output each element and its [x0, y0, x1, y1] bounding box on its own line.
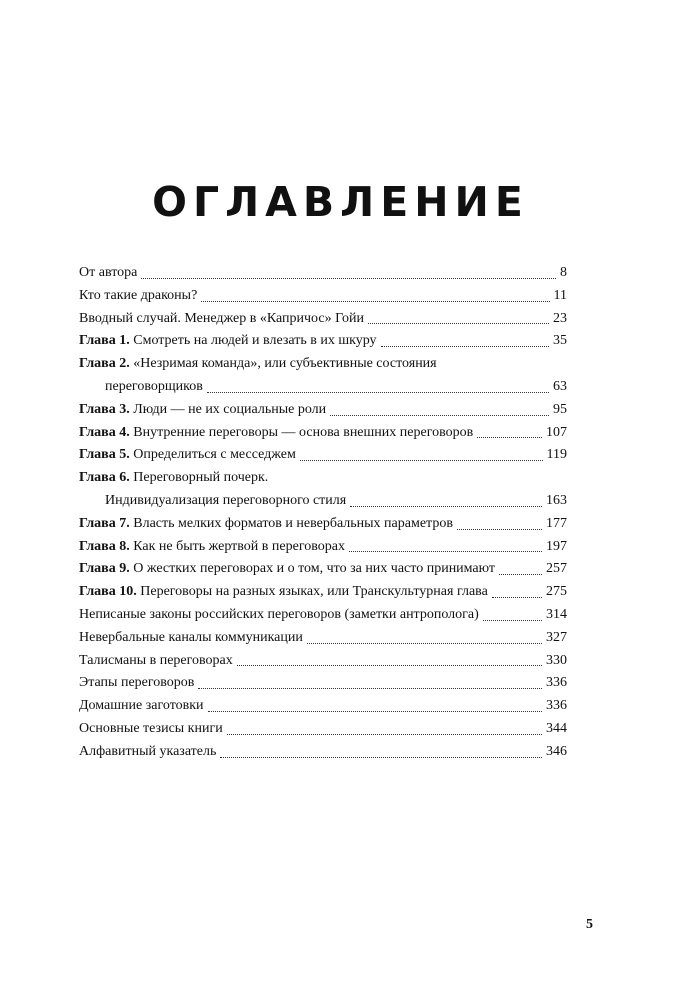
toc-entry-title: Этапы переговоров [79, 675, 195, 691]
toc-entry[interactable] [79, 513, 567, 536]
toc-entry[interactable] [79, 650, 567, 673]
toc-leader-dots [208, 710, 542, 712]
toc-entry-text [79, 308, 364, 331]
toc-entry-label: Глава 7. [79, 515, 130, 531]
toc-entry-label: Глава 9. [79, 561, 130, 577]
toc-entry-page: 8 [560, 265, 567, 280]
toc-entry-line [79, 308, 567, 331]
toc-entry-title: Неписаные законы российских переговоров (заметки антрополога) [79, 606, 479, 622]
toc-entry-label: Глава 4. [79, 424, 130, 440]
toc-leader-dots [499, 573, 542, 575]
toc-entry-text [79, 444, 296, 467]
toc-leader-dots [207, 391, 549, 393]
toc-entry-title: Переговоры на разных языках, или Транскультурная глава [140, 584, 488, 600]
toc-entry-page: 344 [546, 720, 567, 736]
toc-entry-text [79, 581, 488, 604]
toc-entry[interactable] [79, 262, 567, 285]
toc-entry-page: 119 [546, 447, 567, 463]
toc-entry-page: 257 [546, 561, 567, 577]
toc-entry-line [79, 718, 567, 741]
page-title: ОГЛАВЛЕНИЕ [152, 178, 529, 226]
toc-entry[interactable] [79, 330, 567, 353]
toc-entry-line [79, 604, 567, 627]
toc-leader-dots [300, 459, 543, 461]
toc-entry-text [79, 604, 479, 627]
toc-entry-text [79, 695, 204, 718]
toc-entry-page: 330 [546, 652, 567, 668]
toc-entry[interactable] [79, 741, 567, 764]
toc-entry-label: Глава 5. [79, 447, 130, 463]
toc-entry-title: Внутренние переговоры — основа внешних переговоров [133, 424, 474, 440]
toc-entry-title: Определиться с месседжем [133, 447, 296, 463]
toc-entry-title: Люди — не их социальные роли [133, 401, 327, 417]
toc-entry-text [79, 718, 223, 741]
toc-entry-title-continued: переговорщиков [105, 378, 203, 394]
toc-entry-line [79, 558, 567, 581]
toc-entry-line [79, 672, 567, 695]
toc-entry-page: 95 [553, 401, 567, 417]
toc-entry-title: Вводный случай. Менеджер в «Капричос» Гойи [79, 310, 364, 326]
toc-leader-dots [381, 345, 549, 347]
toc-entry[interactable] [79, 672, 567, 695]
toc-entry-line [79, 490, 567, 513]
toc-leader-dots [368, 322, 549, 324]
toc-entry-page: 314 [546, 606, 567, 622]
toc-entry-first-line [79, 353, 567, 376]
toc-entry-title: О жестких переговорах и о том, что за них часто принимают [133, 561, 496, 577]
page-number: 5 [586, 917, 593, 932]
toc-entry-text [79, 672, 194, 695]
toc-entry-text [79, 330, 377, 353]
toc-entry[interactable] [79, 627, 567, 650]
toc-entry-line [79, 376, 567, 399]
toc-leader-dots [350, 505, 542, 507]
toc-entry-page: 23 [553, 310, 567, 326]
toc-entry[interactable] [79, 604, 567, 627]
toc-entry[interactable] [79, 536, 567, 559]
toc-entry-page: 197 [546, 538, 567, 554]
toc-entry-label: Глава 6. [79, 470, 130, 486]
toc-entry-title: Смотреть на людей и влезать в их шкуру [133, 333, 377, 349]
toc-entry-title: Кто такие драконы? [79, 287, 198, 303]
toc-entry-page: 163 [546, 492, 567, 508]
toc-entry[interactable] [79, 399, 567, 422]
toc-entry-text [79, 627, 303, 650]
toc-leader-dots [201, 300, 549, 302]
toc-entry-line [79, 581, 567, 604]
toc-entry-label: Глава 10. [79, 584, 137, 600]
toc-entry-text [79, 741, 216, 764]
toc-entry-title: Как не быть жертвой в переговорах [133, 538, 345, 554]
toc-entry-line [79, 262, 567, 285]
toc-entry-text [79, 285, 197, 308]
toc-entry[interactable] [79, 581, 567, 604]
toc-entry-line [79, 444, 567, 467]
toc-entry-page: 11 [553, 287, 567, 303]
toc-entry-title: Домашние заготовки [79, 698, 204, 714]
toc-leader-dots [483, 619, 542, 621]
toc-entry-title: Власть мелких форматов и невербальных параметров [133, 515, 453, 531]
toc-entry-title: Алфавитный указатель [79, 743, 217, 759]
toc-entry[interactable] [79, 695, 567, 718]
toc-entry-line [79, 695, 567, 718]
toc-entry-text [79, 262, 137, 285]
toc-entry[interactable] [79, 444, 567, 467]
toc-entry-line [79, 536, 567, 559]
toc-leader-dots [237, 664, 542, 666]
toc-entry-page: 275 [546, 584, 567, 600]
toc-leader-dots [330, 414, 549, 416]
toc-entry-text [79, 513, 453, 536]
toc-entry-label: Глава 3. [79, 401, 130, 417]
toc-entry-line [79, 627, 567, 650]
toc-entry-title: «Незримая команда», или субъективные состояния [133, 356, 437, 372]
toc-entry-text [79, 536, 345, 559]
toc-entry-page: 177 [546, 515, 567, 531]
toc-entry[interactable] [79, 718, 567, 741]
toc-entry-line [79, 330, 567, 353]
toc-entry-label: Глава 2. [79, 356, 130, 372]
toc-entry-line [79, 422, 567, 445]
toc-entry-page: 336 [546, 698, 567, 714]
toc-entry[interactable] [79, 467, 567, 513]
toc-leader-dots [220, 756, 542, 758]
toc-entry[interactable] [79, 422, 567, 445]
toc-leader-dots [141, 277, 556, 279]
toc-entry-line [79, 513, 567, 536]
toc-entry-page: 346 [546, 743, 567, 759]
toc-entry-title: Невербальные каналы коммуникации [79, 629, 303, 645]
toc-leader-dots [457, 528, 542, 530]
toc-entry-page: 35 [553, 333, 567, 349]
toc-entry-title-continued: Индивидуализация переговорного стиля [105, 492, 347, 508]
toc-entry-text [79, 399, 326, 422]
toc-entry-title: Переговорный почерк. [133, 470, 269, 486]
toc-leader-dots [492, 596, 542, 598]
toc-entry-text [79, 558, 495, 581]
toc-entry-line [79, 399, 567, 422]
toc-entry-label: Глава 8. [79, 538, 130, 554]
toc-entry[interactable] [79, 308, 567, 331]
toc-entry-page: 327 [546, 629, 567, 645]
toc-entry-first-line [79, 467, 567, 490]
toc-entry-page: 336 [546, 675, 567, 691]
toc-leader-dots [227, 733, 542, 735]
toc-entry-title: Талисманы в переговорах [79, 652, 233, 668]
toc-entry-line [79, 285, 567, 308]
toc-leader-dots [198, 687, 542, 689]
toc-entry-line [79, 650, 567, 673]
table-of-contents [79, 262, 567, 764]
toc-entry-title: Основные тезисы книги [79, 720, 223, 736]
toc-entry-title: От автора [79, 265, 138, 280]
toc-entry-page: 107 [546, 424, 567, 440]
toc-leader-dots [307, 642, 542, 644]
toc-entry-text [79, 422, 473, 445]
toc-entry[interactable] [79, 285, 567, 308]
toc-entry-page: 63 [553, 378, 567, 394]
toc-entry[interactable] [79, 558, 567, 581]
toc-leader-dots [349, 550, 542, 552]
toc-entry-line [79, 741, 567, 764]
toc-entry[interactable] [79, 353, 567, 399]
toc-entry-label: Глава 1. [79, 333, 130, 349]
toc-leader-dots [477, 436, 542, 438]
toc-entry-text [79, 650, 233, 673]
